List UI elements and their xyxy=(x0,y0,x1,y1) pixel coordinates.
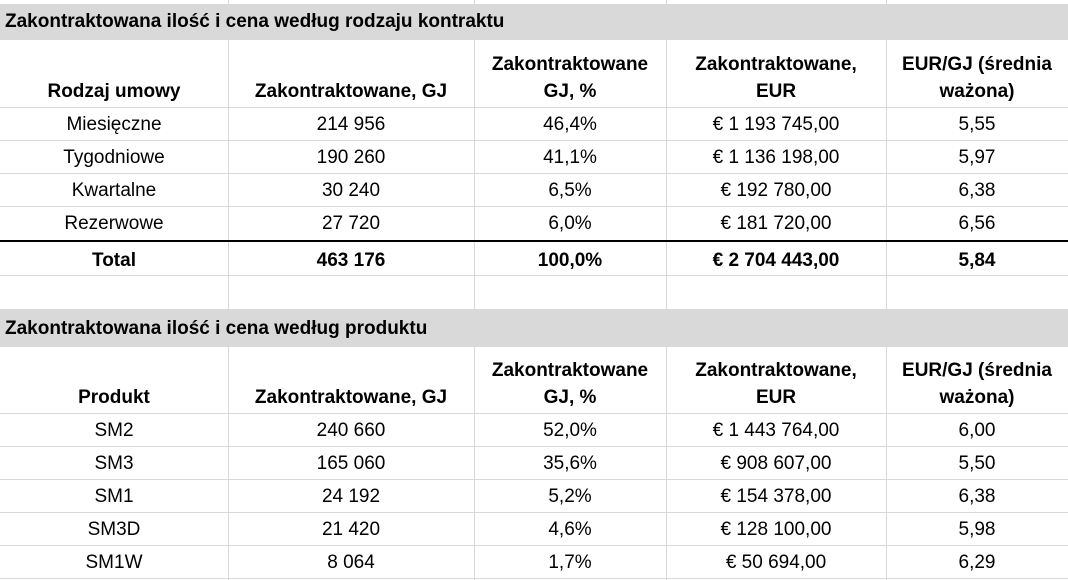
column-header[interactable]: Zakontraktowane, GJ xyxy=(254,387,448,408)
table-cell[interactable]: 240 660 xyxy=(316,420,386,441)
table-cell[interactable]: 46,4% xyxy=(543,114,597,135)
table-cell[interactable]: 5,50 xyxy=(958,453,996,474)
column-header[interactable]: GJ, % xyxy=(543,387,597,408)
table-cell[interactable]: Rezerwowe xyxy=(64,213,164,234)
table-cell[interactable]: € 1 193 745,00 xyxy=(712,114,840,135)
column-header[interactable]: EUR/GJ (średnia xyxy=(902,54,1052,75)
table-cell[interactable]: € 1 136 198,00 xyxy=(712,147,840,168)
table-cell[interactable]: 30 240 xyxy=(321,180,381,201)
table-cell[interactable]: € 50 694,00 xyxy=(725,552,827,573)
total-cell[interactable]: 5,84 xyxy=(958,250,996,271)
grid-line xyxy=(0,578,1068,579)
column-header[interactable]: Zakontraktowane, GJ xyxy=(254,81,448,102)
grid-line xyxy=(0,275,1068,276)
column-header[interactable]: EUR/GJ (średnia xyxy=(902,360,1052,381)
column-header[interactable]: EUR xyxy=(755,81,797,102)
table-cell[interactable]: € 154 378,00 xyxy=(720,486,832,507)
table-cell[interactable]: 24 192 xyxy=(321,486,381,507)
table-cell[interactable]: 41,1% xyxy=(543,147,597,168)
grid-line xyxy=(0,545,1068,546)
table-cell[interactable]: 5,55 xyxy=(958,114,996,135)
column-header[interactable]: ważona) xyxy=(939,81,1015,102)
column-header[interactable]: Zakontraktowane, xyxy=(695,360,857,381)
table-cell[interactable]: 165 060 xyxy=(316,453,386,474)
table-cell[interactable]: 6,56 xyxy=(958,213,996,234)
table-cell[interactable]: 1,7% xyxy=(548,552,592,573)
section-title: Zakontraktowana ilość i cena według produktu xyxy=(5,317,428,339)
section-title: Zakontraktowana ilość i cena według rodzaju kontraktu xyxy=(5,11,505,32)
table-cell[interactable]: Miesięczne xyxy=(66,114,162,135)
table-cell[interactable]: 6,00 xyxy=(958,420,996,441)
grid-line xyxy=(0,512,1068,513)
total-cell[interactable]: Total xyxy=(92,250,136,271)
total-cell[interactable]: 100,0% xyxy=(537,250,603,271)
table-cell[interactable]: € 908 607,00 xyxy=(720,453,832,474)
column-header[interactable]: GJ, % xyxy=(543,81,597,102)
table-cell[interactable]: € 181 720,00 xyxy=(720,213,832,234)
table-cell[interactable]: Kwartalne xyxy=(71,180,157,201)
column-header[interactable]: Zakontraktowane xyxy=(491,360,649,381)
table-cell[interactable]: 190 260 xyxy=(316,147,386,168)
table-cell[interactable]: 6,38 xyxy=(958,180,996,201)
table-cell[interactable]: € 192 780,00 xyxy=(720,180,832,201)
grid-line xyxy=(0,446,1068,447)
column-header[interactable]: Zakontraktowane, xyxy=(695,54,857,75)
grid-line xyxy=(0,479,1068,480)
table-cell[interactable]: 5,98 xyxy=(958,519,996,540)
table-cell[interactable]: 6,0% xyxy=(548,213,592,234)
total-cell[interactable]: 463 176 xyxy=(316,250,386,271)
table-cell[interactable]: SM3D xyxy=(87,519,141,540)
table-cell[interactable]: 6,29 xyxy=(958,552,996,573)
grid-line xyxy=(0,346,1068,347)
grid-line xyxy=(0,107,1068,108)
grid-line xyxy=(0,206,1068,207)
table-cell[interactable]: SM2 xyxy=(94,420,134,441)
column-header[interactable]: Zakontraktowane xyxy=(491,54,649,75)
table-cell[interactable]: 4,6% xyxy=(548,519,592,540)
table-cell[interactable]: € 128 100,00 xyxy=(720,519,832,540)
grid-line xyxy=(0,413,1068,414)
total-cell[interactable]: € 2 704 443,00 xyxy=(712,250,840,271)
table-cell[interactable]: SM3 xyxy=(94,453,134,474)
table-cell[interactable]: 6,5% xyxy=(548,180,592,201)
table-cell[interactable]: 21 420 xyxy=(321,519,381,540)
grid-line xyxy=(0,39,1068,40)
table-cell[interactable]: 8 064 xyxy=(327,552,375,573)
table-cell[interactable]: Tygodniowe xyxy=(63,147,165,168)
table-cell[interactable]: SM1 xyxy=(94,486,134,507)
column-header[interactable]: ważona) xyxy=(939,387,1015,408)
table-cell[interactable]: 5,97 xyxy=(958,147,996,168)
table-cell[interactable]: 35,6% xyxy=(543,453,597,474)
column-header[interactable]: Produkt xyxy=(78,387,150,408)
grid-line xyxy=(0,140,1068,141)
table-cell[interactable]: SM1W xyxy=(85,552,143,573)
table-cell[interactable]: 27 720 xyxy=(321,213,381,234)
table-cell[interactable]: € 1 443 764,00 xyxy=(712,420,840,441)
table-cell[interactable]: 5,2% xyxy=(548,486,592,507)
column-header[interactable]: EUR xyxy=(755,387,797,408)
grid-line xyxy=(0,173,1068,174)
table-cell[interactable]: 52,0% xyxy=(543,420,597,441)
table-cell[interactable]: 214 956 xyxy=(316,114,386,135)
column-header[interactable]: Rodzaj umowy xyxy=(47,81,181,102)
table-cell[interactable]: 6,38 xyxy=(958,486,996,507)
total-separator xyxy=(0,240,1068,242)
